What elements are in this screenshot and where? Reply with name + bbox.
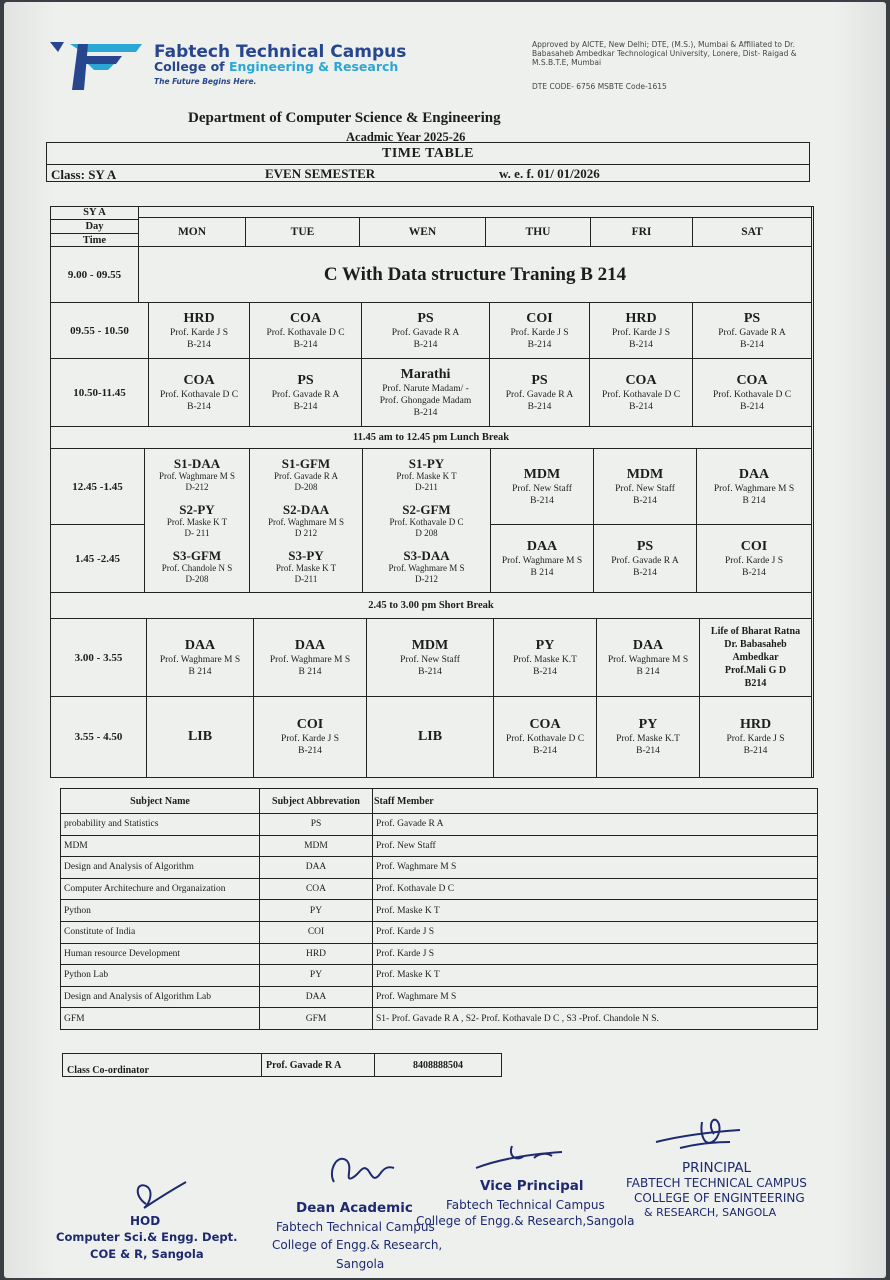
hod-dept: Computer Sci.& Engg. Dept. <box>56 1230 238 1244</box>
timetable-title: TIME TABLE <box>381 146 474 161</box>
approval-text: Approved by AICTE, New Delhi; DTE, (M.S.), Mumbai & Affiliated to Dr. Babasaheb Ambedkar Technological University, Lonere, Dist- Raigad & M.S.B.T.E, Mumbai <box>532 40 797 67</box>
time-slot-5: 1.45 -2.45 <box>51 525 145 593</box>
dean-line-3: Sangola <box>336 1257 385 1271</box>
lecture-cell: COA Prof. Kothavale D C B-214 <box>250 303 362 359</box>
lecture-cell: DAA Prof. Waghmare M S B 214 <box>697 449 812 525</box>
lecture-cell: DAA Prof. Waghmare M S B 214 <box>147 619 254 697</box>
lecture-cell: LIB <box>147 697 254 777</box>
timetable-sheet <box>4 2 886 1278</box>
lecture-cell: HRD Prof. Karde J S B-214 <box>590 303 693 359</box>
lecture-cell: DAA Prof. Waghmare M S B 214 <box>597 619 700 697</box>
college-name: Fabtech Technical Campus <box>154 42 407 62</box>
principal-line-1: FABTECH TECHNICAL CAMPUS <box>626 1176 807 1190</box>
lecture-cell: MDM Prof. New Staff B-214 <box>367 619 494 697</box>
subject-legend-table <box>60 788 818 1030</box>
special-lecture-cell: Life of Bharat Ratna Dr. Babasaheb Ambedkar Prof.Mali G D B214 <box>700 619 812 697</box>
college-subtitle: College of Engineering & Research <box>154 59 399 74</box>
lecture-cell: COI Prof. Karde J S B-214 <box>697 525 812 593</box>
legend-header: Subject Abbrevation <box>260 789 373 814</box>
lecture-cell: COA Prof. Kothavale D C B-214 <box>494 697 597 777</box>
lecture-cell: PS Prof. Gavade R A B-214 <box>362 303 490 359</box>
day-header-tue: TUE <box>246 217 360 247</box>
lecture-cell: COA Prof. Kothavale D C B-214 <box>590 359 693 427</box>
lecture-cell: DAA Prof. Waghmare M S B 214 <box>491 525 594 593</box>
dean-line-1: Fabtech Technical Campus <box>276 1220 435 1234</box>
coordinator-label: Class Co-ordinator <box>63 1054 262 1077</box>
hod-college: COE & R, Sangola <box>90 1247 204 1261</box>
legend-row: Python PY Prof. Maske K T <box>61 900 818 922</box>
lecture-cell: PY Prof. Maske K.T B-214 <box>494 619 597 697</box>
legend-row: Constitute of India COI Prof. Karde J S <box>61 921 818 943</box>
hod-signature <box>126 1174 196 1218</box>
lecture-cell: LIB <box>367 697 494 777</box>
lecture-cell: MDM Prof. New Staff B-214 <box>491 449 594 525</box>
lecture-cell: PS Prof. Gavade R A B-214 <box>693 303 812 359</box>
legend-header: Subject Name <box>61 789 260 814</box>
day-header-sat: SAT <box>693 217 812 247</box>
class-coordinator-table <box>62 1053 502 1077</box>
principal-signature <box>650 1112 746 1160</box>
vice-principal-line-2: College of Engg.& Research,Sangola <box>416 1214 635 1228</box>
lecture-cell: COA Prof. Kothavale D C B-214 <box>693 359 812 427</box>
hod-title: HOD <box>130 1214 161 1228</box>
day-header-mon: MON <box>139 217 246 247</box>
lecture-cell: HRD Prof. Karde J S B-214 <box>149 303 250 359</box>
lecture-cell: COI Prof. Karde J S B-214 <box>254 697 367 777</box>
principal-line-3: & RESEARCH, SANGOLA <box>644 1206 777 1219</box>
department-title: Department of Computer Science & Engineering <box>188 110 501 126</box>
legend-row: Design and Analysis of Algorithm Lab DAA Prof. Waghmare M S <box>61 986 818 1008</box>
legend-row: MDM MDM Prof. New Staff <box>61 835 818 857</box>
dean-line-2: College of Engg.& Research, <box>272 1238 443 1252</box>
principal-title: PRINCIPAL <box>682 1160 752 1176</box>
short-break-row: 2.45 to 3.00 pm Short Break <box>51 593 812 619</box>
lecture-cell: PS Prof. Gavade R A B-214 <box>490 359 590 427</box>
batch-practical-cell: S1-PY Prof. Maske K T D-211 S2-GFM Prof. Kothavale D C D 208 S3-DAA Prof. Waghmare M S D-212 <box>363 449 491 593</box>
legend-row: probability and Statistics PS Prof. Gavade R A <box>61 814 818 836</box>
lecture-cell: COA Prof. Kothavale D C B-214 <box>149 359 250 427</box>
college-logo <box>48 40 144 94</box>
training-banner: C With Data structure Traning B 214 <box>139 247 812 303</box>
time-slot-7: 3.55 - 4.50 <box>51 697 147 777</box>
legend-row: GFM GFM S1- Prof. Gavade R A , S2- Prof. Kothavale D C , S3 -Prof. Chandole N S. <box>61 1008 818 1030</box>
dean-title: Dean Academic <box>296 1200 413 1216</box>
corner-cell: SY A Day Time <box>51 207 139 247</box>
lecture-cell: HRD Prof. Karde J S B-214 <box>700 697 812 777</box>
legend-row: Human resource Development HRD Prof. Karde J S <box>61 943 818 965</box>
coordinator-phone: 8408888504 <box>375 1054 502 1077</box>
lecture-cell: DAA Prof. Waghmare M S B 214 <box>254 619 367 697</box>
day-header-wen: WEN <box>360 217 486 247</box>
legend-row: Design and Analysis of Algorithm DAA Prof. Waghmare M S <box>61 857 818 879</box>
time-slot-1: 9.00 - 09.55 <box>51 247 139 303</box>
time-slot-4: 12.45 -1.45 <box>51 449 145 525</box>
lunch-break-row: 11.45 am to 12.45 pm Lunch Break <box>51 427 812 449</box>
semester-label: EVEN SEMESTER <box>265 166 376 181</box>
academic-year: Acadmic Year 2025-26 <box>346 130 466 144</box>
legend-row: Python Lab PY Prof. Maske K T <box>61 965 818 987</box>
lecture-cell: COI Prof. Karde J S B-214 <box>490 303 590 359</box>
lecture-cell: PS Prof. Gavade R A B-214 <box>594 525 697 593</box>
vice-principal-title: Vice Principal <box>480 1178 584 1194</box>
principal-line-2: COLLEGE OF ENGINTEERING <box>634 1191 805 1205</box>
lecture-cell: PS Prof. Gavade R A B-214 <box>250 359 362 427</box>
time-slot-6: 3.00 - 3.55 <box>51 619 147 697</box>
batch-practical-cell: S1-GFM Prof. Gavade R A D-208 S2-DAA Prof. Waghmare M S D 212 S3-PY Prof. Maske K T D-211 <box>250 449 363 593</box>
dean-signature <box>322 1148 402 1192</box>
vice-principal-line-1: Fabtech Technical Campus <box>446 1198 605 1212</box>
class-label: Class: SY A <box>51 167 117 182</box>
time-slot-3: 10.50-11.45 <box>51 359 149 427</box>
coordinator-name: Prof. Gavade R A <box>262 1054 375 1077</box>
lecture-cell: MDM Prof. New Staff B-214 <box>594 449 697 525</box>
timetable-title-box <box>46 142 810 182</box>
timetable-grid <box>50 206 814 778</box>
effective-date: w. e. f. 01/ 01/2026 <box>499 166 600 181</box>
institute-codes: DTE CODE- 6756 MSBTE Code-1615 <box>532 82 667 91</box>
day-header-thu: THU <box>486 217 591 247</box>
lecture-cell: Marathi Prof. Narute Madam/ - Prof. Ghongade Madam B-214 <box>362 359 490 427</box>
vice-principal-signature <box>472 1136 572 1180</box>
day-header-fri: FRI <box>591 217 693 247</box>
legend-header: Staff Member <box>373 789 818 814</box>
lecture-cell: PY Prof. Maske K.T B-214 <box>597 697 700 777</box>
time-slot-2: 09.55 - 10.50 <box>51 303 149 359</box>
batch-practical-cell: S1-DAA Prof. Waghmare M S D-212 S2-PY Prof. Maske K T D- 211 S3-GFM Prof. Chandole N S D-208 <box>145 449 250 593</box>
legend-row: Computer Architechure and Organaization COA Prof. Kothavale D C <box>61 878 818 900</box>
college-tagline: The Future Begins Here. <box>154 77 257 86</box>
